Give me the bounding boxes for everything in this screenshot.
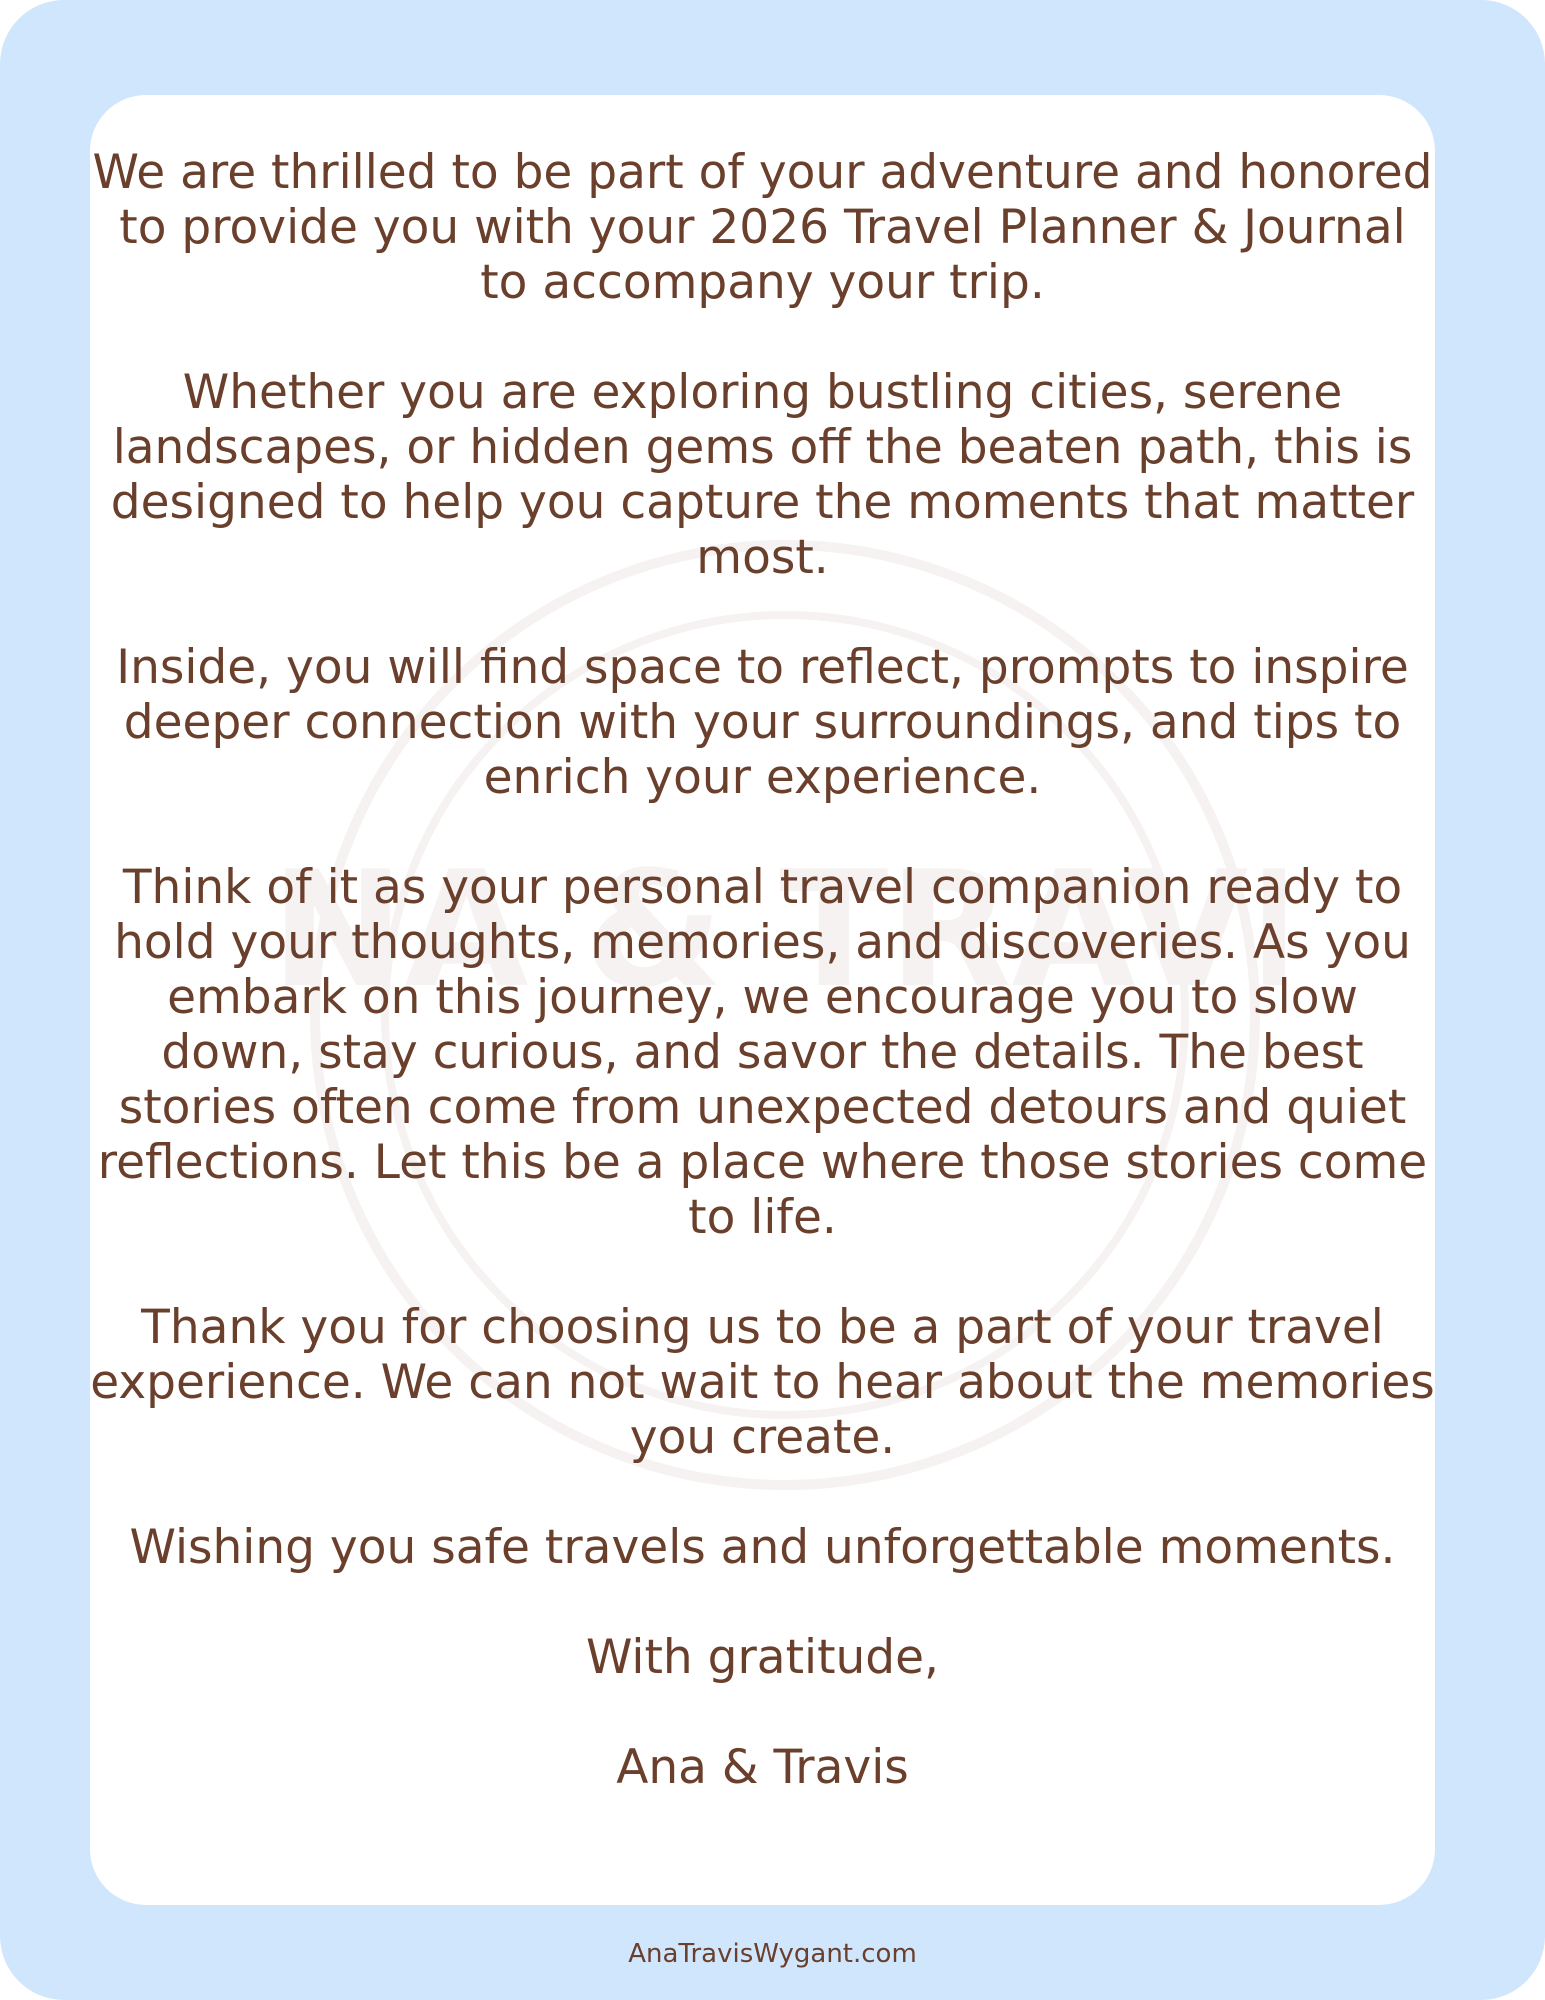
watermark-text: NA & TRAVI	[285, 836, 1285, 1023]
letter-paragraph: Inside, you will find space to reflect, prompts to inspire deeper connection with your surroundings, and tips to enrich your experience.	[116, 640, 1409, 805]
letter-signature: Ana & Travis	[616, 1740, 909, 1795]
letter-paragraph: Whether you are exploring bustling cities, serene landscapes, or hidden gems off the beaten path, this is designed to help you capture the moments that matter most.	[110, 365, 1415, 585]
letter-card	[90, 95, 1435, 1905]
letter-closing: With gratitude,	[585, 1630, 939, 1685]
footer-website: AnaTravisWygant.com	[628, 1939, 917, 1969]
letter-paragraph: Think of it as your personal travel companion ready to hold your thoughts, memories, and discoveries. As you embark on this journey, we encourage you to slow down, stay curious, and savor the details. The best stories often come from unexpected detours and quiet reflections. Let this be a place where those stories come to life.	[97, 860, 1428, 1245]
letter-body	[90, 145, 1435, 1795]
letter-paragraph: We are thrilled to be part of your adventure and honored to provide you with your 2026 Travel Planner & Journal to accompany your trip.	[92, 145, 1433, 310]
letter-paragraph: Thank you for choosing us to be a part of your travel experience. We can not wait to hear about the memories you create.	[90, 1300, 1435, 1465]
letter-paragraph: Wishing you safe travels and unforgettable moments.	[129, 1520, 1396, 1575]
